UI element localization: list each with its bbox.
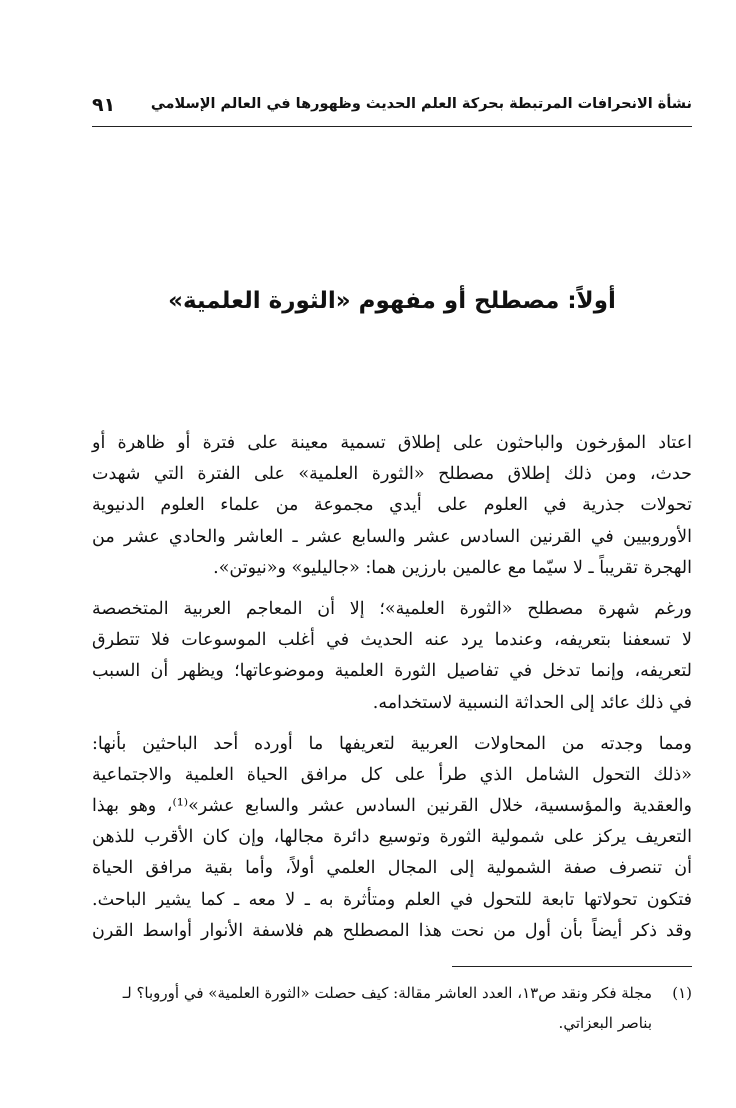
text-line: التعريف يركز على شمولية الثورة وتوسيع دائرة مجالها، وإن كان الأقرب للذهن <box>92 827 692 848</box>
text-line: والعقدية والمؤسسية، خلال القرنين السادس عشر والسابع عشر»⁽¹⁾، وهو بهذا <box>92 796 692 817</box>
text-line: لا تسعفنا بتعريفه، وعندما يرد عنه الحديث في أغلب الموسوعات فلا تتطرق <box>92 630 692 651</box>
text-line: ورغم شهرة مصطلح «الثورة العلمية»؛ إلا أن المعاجم العربية المتخصصة <box>92 598 692 619</box>
footnote-divider <box>452 966 692 967</box>
text-line: تحولات جذرية في العلوم على أيدي مجموعة من علماء العلوم الدنيوية <box>92 495 692 516</box>
running-header-title: نشأة الانحرافات المرتبطة بحركة العلم الحديث وظهورها في العالم الإسلامي <box>150 96 692 112</box>
text-line: «ذلك التحول الشامل الذي طرأ على كل مرافق الحياة العلمية والاجتماعية <box>92 764 692 785</box>
text-line: في ذلك عائد إلى الحداثة النسبية لاستخدامه. <box>372 692 692 713</box>
paragraph-1 <box>92 428 692 584</box>
running-header <box>92 92 692 126</box>
header-divider <box>92 126 692 127</box>
footnote-marker: (١) <box>672 984 692 1002</box>
footnote-1 <box>92 978 692 1038</box>
text-line: الأوروبيين في القرنين السادس عشر والسابع عشر ـ العاشر والحادي عشر من <box>92 526 692 547</box>
page-number: ٩١ <box>92 94 116 116</box>
text-line: لتعريفه، وإنما تدخل في تفاصيل الثورة العلمية وموضوعاتها؛ ويظهر أن السبب <box>92 661 692 682</box>
text-line: اعتاد المؤرخون والباحثون على إطلاق تسمية معينة على فترة أو ظاهرة أو <box>92 433 692 453</box>
text-line: فتكون تحولاتها تابعة للتحول في العلم ومتأثرة به ـ لا معه ـ كما يشير الباحث. <box>92 889 692 910</box>
text-line: وقد ذكر أيضاً بأن أول من نحت هذا المصطلح هم فلاسفة الأنوار أواسط القرن <box>92 920 692 941</box>
text-line: حدث، ومن ذلك إطلاق مصطلح «الثورة العلمية» على الفترة التي شهدت <box>92 464 692 485</box>
paragraph-3 <box>92 729 692 947</box>
paragraph-2 <box>92 594 692 719</box>
text-line: الهجرة تقريباً ـ لا سيّما مع عالمين بارزين هما: «جاليليو» و«نيوتن». <box>213 557 692 578</box>
body-text <box>92 428 692 957</box>
footnote-line: بناصر البعزاتي. <box>558 1014 652 1032</box>
footnote-line <box>92 978 692 1008</box>
footnote-text: مجلة فكر ونقد ص١٣، العدد العاشر مقالة: كيف حصلت «الثورة العلمية» في أوروبا؟ لـ <box>122 984 652 1002</box>
section-heading: أولاً: مصطلح أو مفهوم «الثورة العلمية» <box>168 288 616 314</box>
text-line: أن تنصرف صفة الشمولية إلى المجال العلمي أولاً، وأما بقية مرافق الحياة <box>92 858 692 879</box>
text-line: ومما وجدته من المحاولات العربية لتعريفها ما أورده أحد الباحثين بأنها: <box>92 733 692 754</box>
